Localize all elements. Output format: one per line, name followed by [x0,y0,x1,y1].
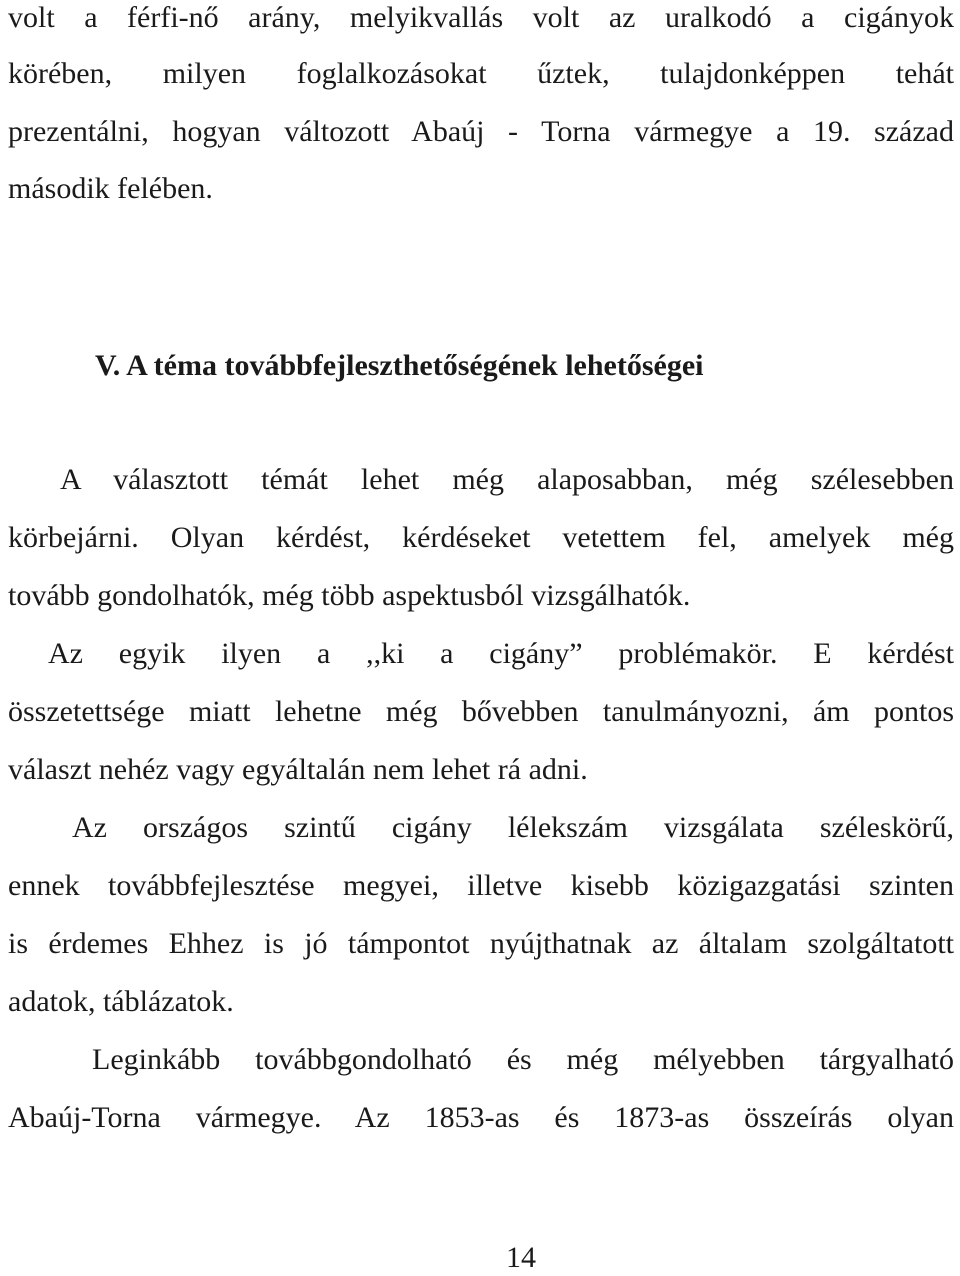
paragraph-1-line-3: prezentálni, hogyan változott Abaúj - Torna vármegye a 19. század [8,115,954,148]
paragraph-2-line-2: körbejárni. Olyan kérdést, kérdéseket vetettem fel, amelyek még [8,521,954,554]
paragraph-1-line-4: második felében. [8,172,213,205]
paragraph-5-line-2: Abaúj-Torna vármegye. Az 1853-as és 1873-as összeírás olyan [8,1101,954,1134]
paragraph-4-line-2: ennek továbbfejlesztése megyei, illetve kisebb közigazgatási szinten [8,869,954,902]
paragraph-4-line-1: Az országos szintű cigány lélekszám vizsgálata széleskörű, [72,811,954,844]
section-heading: V. A téma továbbfejleszthetőségének lehetőségei [95,349,704,382]
paragraph-2-line-3: tovább gondolhatók, még több aspektusból vizsgálhatók. [8,579,691,612]
page-number: 14 [506,1241,536,1274]
paragraph-1-line-2: körében, milyen foglalkozásokat űztek, tulajdonképpen tehát [8,57,954,90]
paragraph-1-line-1: volt a férfi-nő arány, melyikvallás volt az uralkodó a cigányok [8,1,954,34]
paragraph-5-line-1: Leginkább továbbgondolható és még mélyebben tárgyalható [92,1043,954,1076]
paragraph-4-line-3: is érdemes Ehhez is jó támpontot nyújthatnak az általam szolgáltatott [8,927,954,960]
paragraph-3-line-2: összetettsége miatt lehetne még bővebben tanulmányozni, ám pontos [8,695,954,728]
paragraph-3-line-1: Az egyik ilyen a ,,ki a cigány” problémakör. E kérdést [48,637,954,670]
paragraph-4-line-4: adatok, táblázatok. [8,985,234,1018]
paragraph-2-line-1: A választott témát lehet még alaposabban, még szélesebben [60,463,954,496]
paragraph-3-line-3: választ nehéz vagy egyáltalán nem lehet rá adni. [8,753,588,786]
